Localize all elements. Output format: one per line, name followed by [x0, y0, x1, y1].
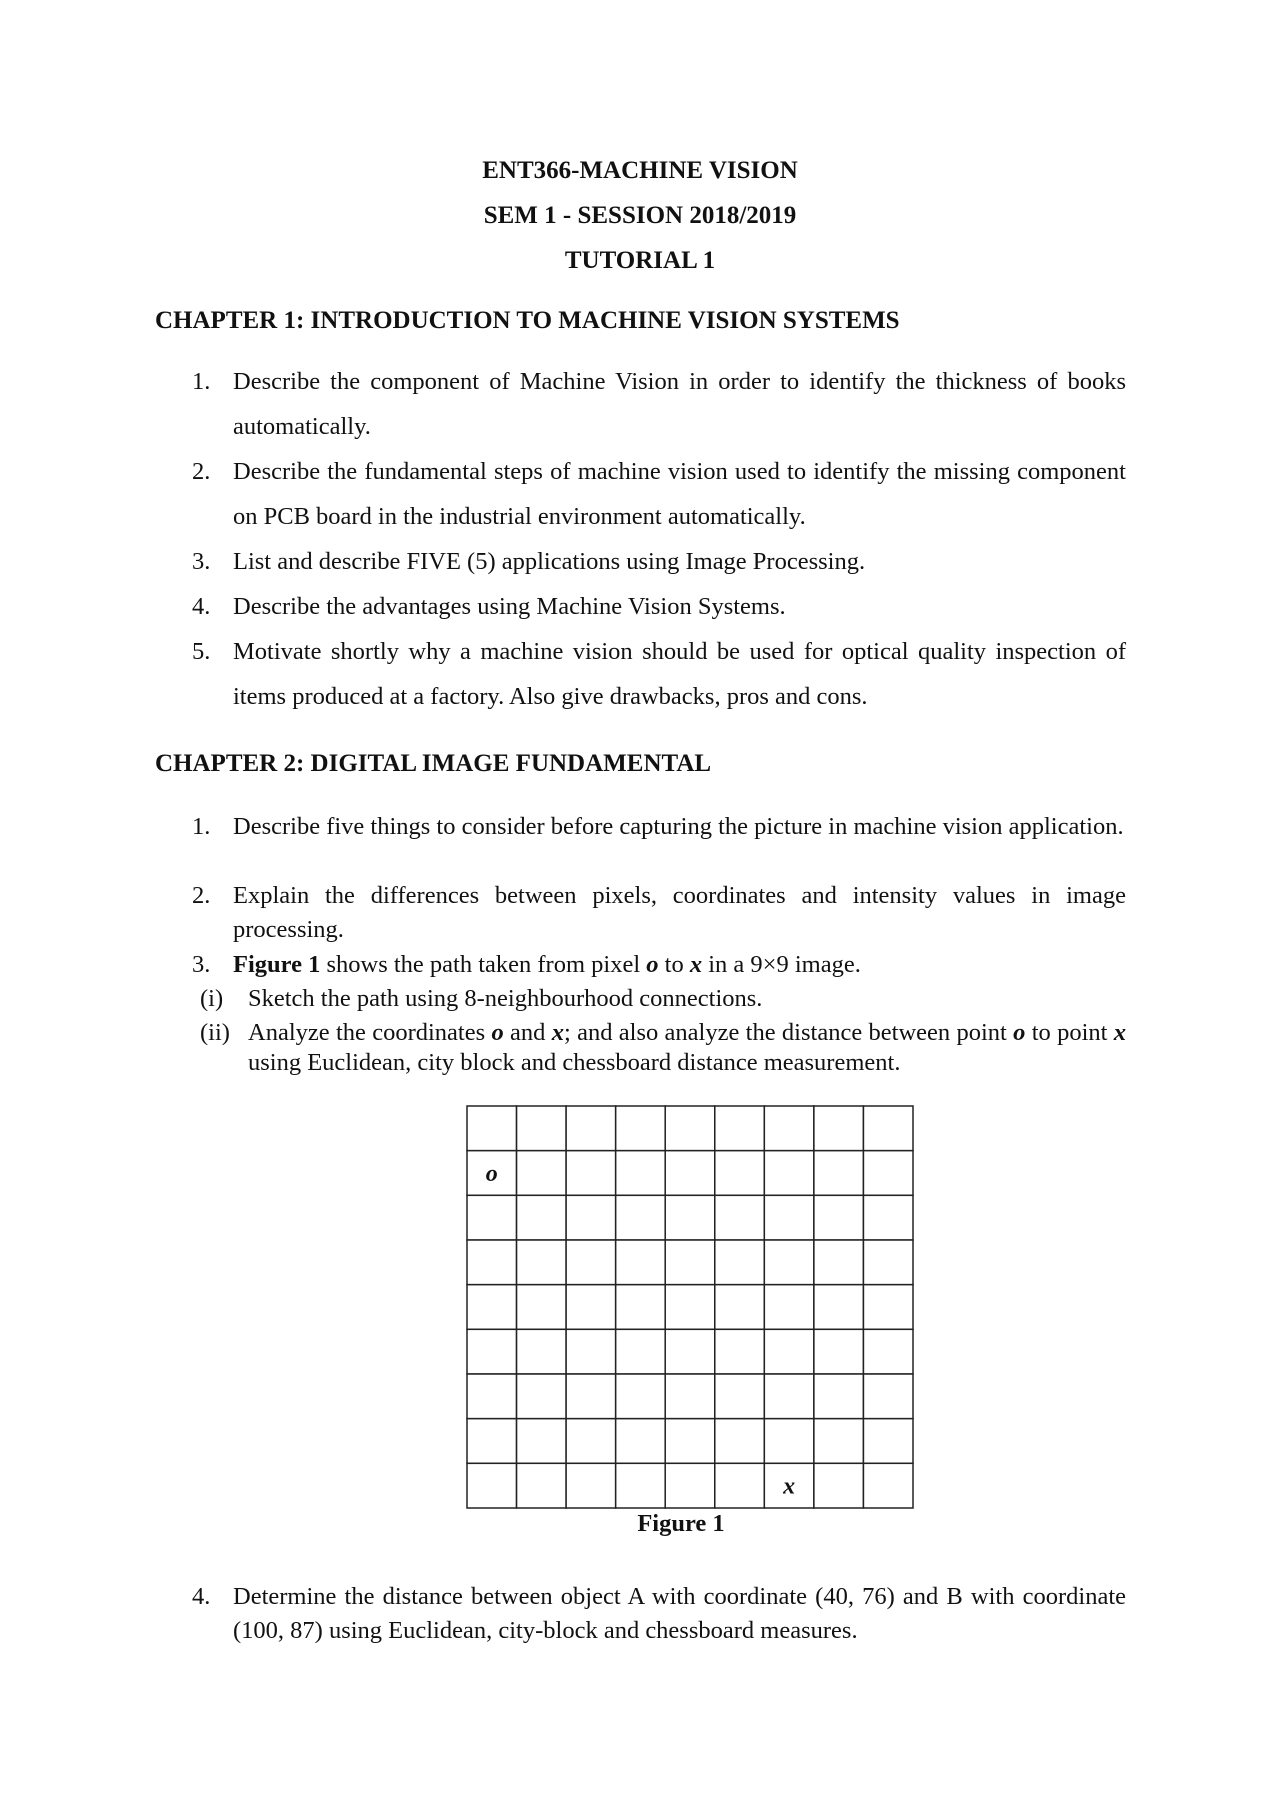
- grid-point-o-label: o: [485, 1161, 498, 1187]
- grid-cell: [665, 1151, 715, 1196]
- grid-cell: [665, 1195, 715, 1240]
- grid-cell: [467, 1329, 517, 1374]
- grid-cell: [715, 1419, 765, 1464]
- grid-cell: [566, 1106, 616, 1151]
- grid-cell: [764, 1374, 814, 1419]
- grid-cell: [467, 1463, 517, 1508]
- grid-cell: [814, 1374, 864, 1419]
- question-text-part: ; and also analyze the distance between point: [563, 1019, 1014, 1046]
- question-text: Describe the advantages using Machine Vision Systems.: [233, 593, 786, 620]
- grid-cell: [863, 1374, 913, 1419]
- chapter-1-question-1: [192, 359, 1126, 449]
- grid-cell: [715, 1285, 765, 1330]
- question-number: 4.: [192, 593, 211, 620]
- chapter-1-heading: CHAPTER 1: INTRODUCTION TO MACHINE VISION SYSTEMS: [155, 307, 900, 334]
- grid-cell: [814, 1419, 864, 1464]
- chapter-1-question-2: [192, 449, 1126, 539]
- grid-cell: [863, 1106, 913, 1151]
- sub-question-number: (i): [200, 985, 224, 1012]
- chapter-2-question-3-part-i: [200, 984, 1126, 1014]
- grid-cell: [863, 1240, 913, 1285]
- point-o-label: o: [1013, 1019, 1026, 1046]
- grid-cell: [517, 1151, 567, 1196]
- point-x-label: x: [1113, 1019, 1127, 1046]
- sub-question-text: [248, 1018, 1126, 1078]
- chapter-2-heading: CHAPTER 2: DIGITAL IMAGE FUNDAMENTAL: [155, 750, 712, 777]
- grid-cell: [566, 1240, 616, 1285]
- point-x-label: x: [551, 1019, 564, 1046]
- grid-cell: [467, 1106, 517, 1151]
- grid-cell: [566, 1419, 616, 1464]
- grid-cell: [665, 1240, 715, 1285]
- question-text: Describe the component of Machine Vision in order to identify the thickness of books automatically.: [233, 368, 1126, 440]
- grid-cell: [517, 1240, 567, 1285]
- grid-cell: [863, 1419, 913, 1464]
- question-text: List and describe FIVE (5) applications using Image Processing.: [233, 548, 866, 575]
- grid-cell: [517, 1329, 567, 1374]
- question-number: 4.: [192, 1583, 211, 1610]
- grid-cell: [517, 1195, 567, 1240]
- grid-cell: [467, 1285, 517, 1330]
- grid-cell: [616, 1419, 666, 1464]
- grid-cell: [715, 1151, 765, 1196]
- chapter-2-question-1: [192, 810, 1126, 844]
- grid-cell: [616, 1374, 666, 1419]
- chapter-2-question-3: [192, 948, 1126, 982]
- grid-cell: [665, 1419, 715, 1464]
- grid-cell: [665, 1463, 715, 1508]
- grid-cell: [764, 1106, 814, 1151]
- grid-cell: [566, 1329, 616, 1374]
- grid-cell: [517, 1463, 567, 1508]
- chapter-2-question-3-part-ii: [200, 1018, 1126, 1078]
- question-number: 2.: [192, 458, 211, 485]
- figure-1-grid: [465, 1104, 915, 1510]
- grid-cell: [467, 1240, 517, 1285]
- question-text-part: using Euclidean, city block and chessboard distance measurement.: [248, 1049, 901, 1076]
- point-o-label: o: [646, 951, 659, 978]
- grid-point-x-label: x: [783, 1473, 796, 1500]
- question-text: Explain the differences between pixels, coordinates and intensity values in image processing.: [233, 882, 1126, 943]
- grid-cell: [863, 1463, 913, 1508]
- grid-cell: [616, 1151, 666, 1196]
- grid-cell: [517, 1419, 567, 1464]
- grid-cell: [566, 1151, 616, 1196]
- grid-cell: [814, 1329, 864, 1374]
- session-title: SEM 1 - SESSION 2018/2019: [483, 202, 797, 229]
- grid-cell: [715, 1106, 765, 1151]
- question-text-part: to: [658, 951, 690, 978]
- grid-canvas: [465, 1104, 915, 1510]
- sub-question-number: (ii): [200, 1019, 230, 1046]
- grid-cell: [814, 1106, 864, 1151]
- grid-cell: [665, 1329, 715, 1374]
- question-text-part: in a 9×9 image.: [702, 951, 861, 978]
- point-x-label: x: [689, 951, 703, 978]
- sub-question-text: Sketch the path using 8-neighbourhood connections.: [248, 985, 763, 1012]
- question-text: Motivate shortly why a machine vision should be used for optical quality inspection of items produced at a factory. Also give drawbacks, pros and cons.: [233, 638, 1126, 710]
- grid-cell: [616, 1329, 666, 1374]
- grid-cell: [665, 1285, 715, 1330]
- grid-cell: [764, 1151, 814, 1196]
- grid-cell: [715, 1329, 765, 1374]
- grid-cell: [517, 1285, 567, 1330]
- grid-cell: [863, 1285, 913, 1330]
- question-number: 5.: [192, 638, 211, 665]
- grid-cell: [764, 1240, 814, 1285]
- grid-cell: [764, 1285, 814, 1330]
- grid-cell: [616, 1463, 666, 1508]
- grid-cell: [814, 1151, 864, 1196]
- question-number: 3.: [192, 951, 211, 978]
- grid-cell: [566, 1285, 616, 1330]
- grid-cell: [517, 1106, 567, 1151]
- tutorial-title: TUTORIAL 1: [564, 247, 716, 274]
- figure-reference: Figure 1: [233, 951, 321, 978]
- grid-cell: [616, 1240, 666, 1285]
- question-text: Determine the distance between object A with coordinate (40, 76) and B with coordinate (100, 87) using Euclidean, city-block and chessboard measures.: [233, 1583, 1126, 1644]
- grid-cell: [863, 1151, 913, 1196]
- grid-cell: [814, 1285, 864, 1330]
- question-number: 1.: [192, 813, 211, 840]
- grid-cell: [863, 1329, 913, 1374]
- grid-cell: [764, 1195, 814, 1240]
- chapter-2-question-2: [192, 879, 1126, 947]
- question-text: [233, 948, 1126, 982]
- grid-cell: [814, 1195, 864, 1240]
- grid-cell: [715, 1463, 765, 1508]
- grid-cell: [814, 1463, 864, 1508]
- grid-cell: [566, 1195, 616, 1240]
- grid-cell: [665, 1106, 715, 1151]
- grid-cell: [715, 1240, 765, 1285]
- question-text-part: Analyze the coordinates: [248, 1019, 492, 1046]
- question-text-part: and: [503, 1019, 552, 1046]
- grid-cell: [665, 1374, 715, 1419]
- question-number: 1.: [192, 368, 211, 395]
- grid-cell: [863, 1195, 913, 1240]
- point-o-label: o: [491, 1019, 504, 1046]
- grid-cell: [467, 1195, 517, 1240]
- chapter-1-question-5: [192, 629, 1126, 719]
- question-number: 3.: [192, 548, 211, 575]
- grid-cell: [814, 1240, 864, 1285]
- chapter-1-question-3: [192, 539, 1126, 584]
- grid-cell: [764, 1329, 814, 1374]
- question-text-part: shows the path taken from pixel: [320, 951, 647, 978]
- grid-cell: [467, 1419, 517, 1464]
- question-text-part: to point: [1025, 1019, 1114, 1046]
- question-text: Describe five things to consider before capturing the picture in machine vision application.: [233, 813, 1124, 840]
- grid-cell: [467, 1374, 517, 1419]
- grid-cell: [764, 1419, 814, 1464]
- grid-cell: [616, 1106, 666, 1151]
- question-number: 2.: [192, 882, 211, 909]
- grid-cell: [566, 1374, 616, 1419]
- grid-cell: [616, 1195, 666, 1240]
- grid-cell: [566, 1463, 616, 1508]
- grid-cell: [517, 1374, 567, 1419]
- grid-cell: [715, 1195, 765, 1240]
- grid-cell: [616, 1285, 666, 1330]
- chapter-2-question-4: [192, 1580, 1126, 1648]
- chapter-1-question-4: [192, 584, 1126, 629]
- question-text: Describe the fundamental steps of machine vision used to identify the missing component on PCB board in the industrial environment automatically.: [233, 458, 1126, 530]
- course-title: ENT366-MACHINE VISION: [482, 157, 798, 184]
- grid-cell: [715, 1374, 765, 1419]
- figure-1-caption: Figure 1: [637, 1510, 725, 1537]
